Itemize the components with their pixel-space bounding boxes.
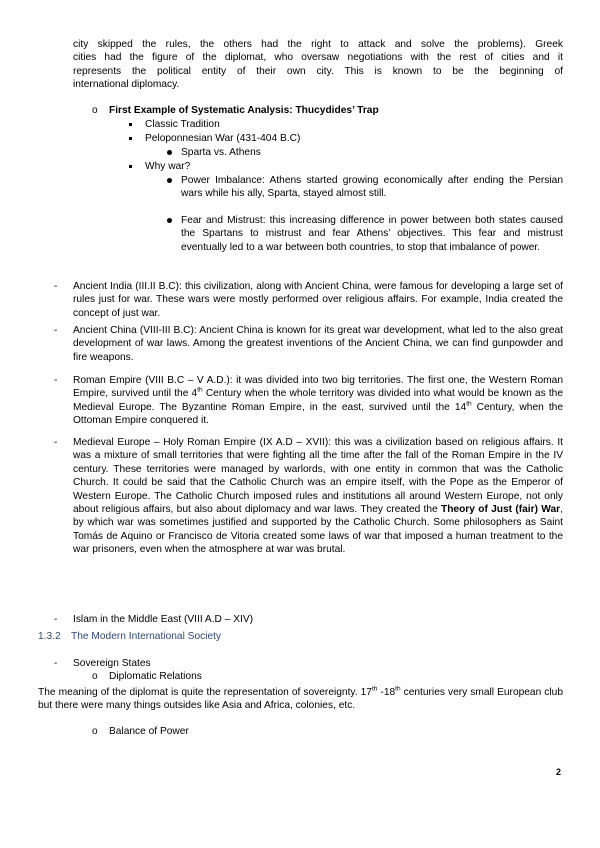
roman-text-2: Century when the whole territory was divided into what would be known as the Medieval Europe. The Byzantine Roman Empire, in the east, survived until the 14 — [73, 388, 564, 413]
square-bullet-icon — [129, 123, 132, 126]
medieval-text-2: , by which war was sometimes justified and supported by the Catholic Church. Some philosophers as Saint Tomás de Aquino or Francisco de Vitoria created some laws of war that imposed a human treatment to the war prisoners, even when the atmosphere at war was brutal. — [73, 504, 563, 556]
roman-text-3: Century, when the Ottoman Empire conquered it. — [73, 401, 563, 427]
sparta-vs-athens: Sparta vs. Athens — [181, 147, 261, 158]
diplomat-meaning — [38, 686, 563, 713]
peloponnesian-war: Peloponnesian War (431-404 B.C) — [145, 133, 301, 144]
fear-and-mistrust: Fear and Mistrust: this increasing difference in power between both states caused the Spartans to mistrust and fear Athens’ objectives. This fear and mistrust eventually led to a war between both countries, to stop that imbalance of power. — [181, 215, 563, 253]
section-number: 1.3.2 — [38, 631, 61, 642]
thucydides-title: First Example of Systematic Analysis: Thucydides’ Trap — [109, 105, 379, 116]
meaning-text-2: -18 — [377, 687, 396, 698]
intro-line-4: international diplomacy. — [73, 79, 180, 91]
roman-text-1: Roman Empire (VIII B.C – V A.D.): it was divided into two big territories. The first one, the Western Roman Empire, survived until the 4 — [73, 375, 563, 400]
meaning-text-3: centuries very small European club but there were many things outsides like Asia and Africa, colonies, etc. — [38, 687, 563, 712]
dash-bullet-icon: - — [54, 281, 58, 292]
dash-bullet-icon: - — [54, 325, 58, 336]
roman-empire — [73, 374, 563, 428]
round-bullet-icon — [167, 150, 172, 155]
power-imbalance: Power Imbalance: Athens started growing economically after ending the Persian wars while his ally, Sparta, stayed almost still. — [181, 175, 563, 200]
round-bullet-icon — [167, 218, 172, 223]
circle-bullet-icon: o — [92, 671, 98, 682]
circle-bullet-icon: o — [92, 105, 98, 116]
round-bullet-icon — [167, 178, 172, 183]
intro-line-3: represents the political entity of their own city. This is known to be the beginning of — [73, 65, 563, 77]
meaning-sup-1: th — [371, 685, 378, 693]
page-number: 2 — [556, 767, 562, 777]
sovereign-states: Sovereign States — [73, 658, 151, 669]
ancient-china: Ancient China (VIII-III B.C): Ancient China is known for its great war development, what led to the also great development of war laws. Among the greatest inventions of the Ancient China, we can find gunpowder and fire weapons. — [73, 325, 563, 363]
why-war: Why war? — [145, 161, 191, 172]
square-bullet-icon — [129, 137, 132, 140]
classic-tradition: Classic Tradition — [145, 119, 220, 130]
intro-line-2: cities had the figure of the diplomat, who oversaw negotiations with the rest of cities and it — [73, 52, 563, 64]
just-war-theory: Theory of Just (fair) War — [440, 504, 561, 516]
dash-bullet-icon: - — [54, 658, 58, 669]
meaning-sup-2: th — [395, 685, 401, 693]
dash-bullet-icon: - — [54, 614, 58, 625]
circle-bullet-icon: o — [92, 726, 98, 737]
medieval-text-1: Medieval Europe – Holy Roman Empire (IX A.D – XVII): this was a civilization based on religious affairs. It was a mixture of small territories that were fighting all the time after the fall of the Roman Empire in the IV century. These territories were managed by warlords, with one entity in common that was the Catholic Church. It could be said that the Catholic Church was an empire itself, with the Pope as the Emperor of Western Europe. The Catholic Church imposed rules and institutions all around Western Europe, not only about religious affairs, but also about diplomacy and war laws. They created the — [73, 437, 563, 516]
roman-sup-2: th — [466, 400, 472, 408]
ancient-india: Ancient India (III.II B.C): this civilization, along with Ancient China, were famous for developing a large set of rules just for war. These wars were mostly performed over religious affairs. For example, India created the concept of just war. — [73, 281, 563, 319]
islam-middle-east: Islam in the Middle East (VIII A.D – XIV) — [73, 614, 254, 625]
roman-sup-1: th — [197, 387, 203, 395]
intro-paragraph — [73, 38, 563, 92]
dash-bullet-icon: - — [54, 375, 58, 386]
meaning-text-1: The meaning of the diplomat is quite the representation of sovereignty. 17 — [38, 687, 372, 698]
balance-of-power: Balance of Power — [109, 726, 189, 737]
intro-line-1: city skipped the rules, the others had the right to attack and solve the problems). Greek — [73, 39, 563, 50]
diplomatic-relations: Diplomatic Relations — [109, 671, 202, 682]
square-bullet-icon — [129, 165, 132, 168]
dash-bullet-icon: - — [54, 437, 58, 448]
medieval-europe — [73, 436, 563, 557]
section-title: The Modern International Society — [71, 631, 222, 642]
